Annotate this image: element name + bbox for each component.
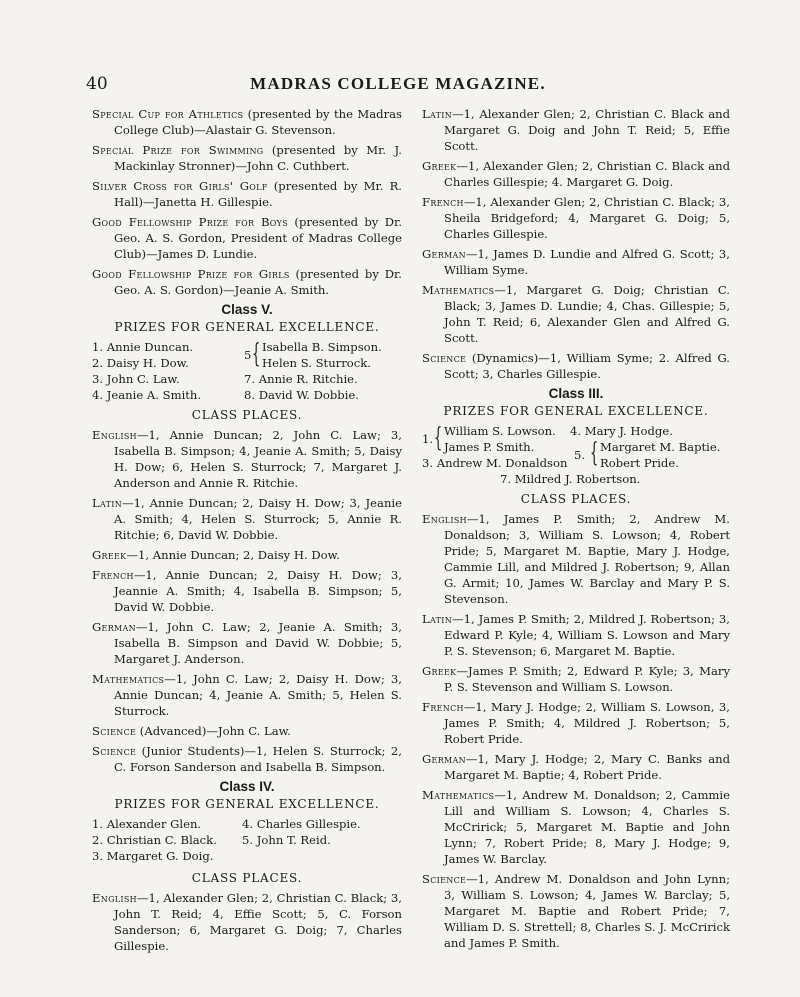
class-iv-general-excellence xyxy=(92,816,402,864)
prize-entry: Margaret M. Baptie. xyxy=(600,440,721,454)
subject-places: Latin—1, Annie Duncan; 2, Daisy H. Dow; 3, Jeanie A. Smith; 4, Helen S. Sturrock; 5, Annie R. Ritchie; 6, David W. Dobbie. xyxy=(92,496,402,542)
prize-entry: 2. Daisy H. Dow. xyxy=(92,356,189,370)
prize-entry: 3. Margaret G. Doig. xyxy=(92,849,214,863)
prize-entry: 8. David W. Dobbie. xyxy=(244,388,359,402)
special-prize: Special Cup for Athletics (presented by the Madras College Club)—Alastair G. Stevenson. xyxy=(92,107,402,137)
brace-icon: { xyxy=(434,423,443,453)
subject-places: Science (Dynamics)—1, William Syme; 2. Alfred G. Scott; 3, Charles Gillespie. xyxy=(422,351,730,381)
special-prize: Good Fellowship Prize for Girls (presented by Dr. Geo. A. S. Gordon)—Jeanie A. Smith. xyxy=(92,267,402,297)
subject-places: German—1, Mary J. Hodge; 2, Mary C. Banks and Margaret M. Baptie; 4, Robert Pride. xyxy=(422,752,730,782)
class-places-heading: CLASS PLACES. xyxy=(191,408,303,422)
subject-places: Latin—1, James P. Smith; 2, Mildred J. Robertson; 3, Edward P. Kyle; 4, William S. Lowson and Mary P. S. Stevenson; 6, Margaret M. Baptie. xyxy=(422,612,730,658)
subject-places: French—1, Annie Duncan; 2, Daisy H. Dow; 3, Jeannie A. Smith; 4, Isabella B. Simpson; 5, David W. Dobbie. xyxy=(92,568,402,614)
prize-number: 1. xyxy=(422,432,434,446)
prize-entry: Isabella B. Simpson. xyxy=(262,340,382,354)
prize-entry: 7. Annie R. Ritchie. xyxy=(244,372,358,386)
prize-entry: 3. John C. Law. xyxy=(92,372,180,386)
subject-places: French—1, Mary J. Hodge; 2, William S. Lowson, 3, James P. Smith; 4, Mildred J. Robertson; 5, Robert Pride. xyxy=(422,700,730,746)
general-excellence-heading: PRIZES FOR GENERAL EXCELLENCE. xyxy=(114,797,380,811)
page-title: MADRAS COLLEGE MAGAZINE. xyxy=(250,74,546,93)
prize-number: 5 xyxy=(244,348,252,362)
subject-places: English—1, Annie Duncan; 2, John C. Law; 3, Isabella B. Simpson; 4, Jeanie A. Smith; 5, Daisy H. Dow; 6, Helen S. Sturrock; 7, Margaret J. Anderson and Annie R. Ritchie. xyxy=(92,428,402,490)
prize-entry: James P. Smith. xyxy=(444,440,535,454)
prize-number: 5. xyxy=(574,448,586,462)
prize-entry: 1. Alexander Glen. xyxy=(92,817,202,831)
prize-entry: 7. Mildred J. Robertson. xyxy=(500,472,641,486)
prize-entry: Helen S. Sturrock. xyxy=(262,356,371,370)
class-v-general-excellence xyxy=(92,339,402,403)
subject-places: French—1, Alexander Glen; 2, Christian C. Black; 3, Sheila Bridgeford; 4, Margaret G. Doig; 5, Charles Gillespie. xyxy=(422,195,730,241)
brace-icon: { xyxy=(590,438,599,468)
prize-entry: 3. Andrew M. Donaldson xyxy=(422,456,568,470)
brace-icon: { xyxy=(252,339,261,369)
special-prize: Silver Cross for Girls' Golf (presented by Mr. R. Hall)—Janetta H. Gillespie. xyxy=(92,179,402,209)
class-iii-heading: Class III. xyxy=(548,386,604,401)
page-header xyxy=(86,74,720,94)
subject-places: Science (Advanced)—John C. Law. xyxy=(92,724,291,738)
subject-places: Mathematics—1, Andrew M. Donaldson; 2, Cammie Lill and William S. Lowson; 4, Charles S. McCririck; 5, Margaret M. Baptie and John Lynn; 7, Robert Pride; 8, Mary J. Hodge; 9, James W. Barclay. xyxy=(422,788,730,866)
class-places-heading: CLASS PLACES. xyxy=(191,871,303,885)
prize-entry: 4. Charles Gillespie. xyxy=(242,817,361,831)
special-prize: Good Fellowship Prize for Boys (presented by Dr. Geo. A. S. Gordon, President of Madras College Club)—James D. Lundie. xyxy=(92,215,403,261)
prize-entry: Robert Pride. xyxy=(600,456,679,470)
page-number: 40 xyxy=(86,74,108,94)
special-prize: Special Prize for Swimming (presented by Mr. J. Mackinlay Stronner)—John C. Cuthbert. xyxy=(92,143,402,173)
left-column xyxy=(92,106,402,958)
subject-places: English—1, James P. Smith; 2, Andrew M. Donaldson; 3, William S. Lowson; 4, Robert Pride; 5, Margaret M. Baptie, Mary J. Hodge, Cammie Lill, and Mildred J. Robertson; 9, Allan G. Armit; 10, James W. Barclay and Mary P. S. Stevenson. xyxy=(422,512,730,606)
subject-places: Science (Junior Students)—1, Helen S. Sturrock; 2, C. Forson Sanderson and Isabella B. Simpson. xyxy=(92,744,402,774)
subject-places: Science—1, Andrew M. Donaldson and John Lynn; 3, William S. Lowson; 4, James W. Barclay; 5, Margaret M. Baptie and Robert Pride; 7, William D. S. Strettell; 8, Charles S. J. McCririck and James P. Smith. xyxy=(422,872,730,950)
subject-places: Greek—1, Annie Duncan; 2, Daisy H. Dow. xyxy=(92,548,340,562)
subject-places: Mathematics—1, John C. Law; 2, Daisy H. Dow; 3, Annie Duncan; 4, Jeanie A. Smith; 5, Helen S. Sturrock. xyxy=(92,672,402,718)
subject-places: German—1, James D. Lundie and Alfred G. Scott; 3, William Syme. xyxy=(422,247,730,277)
prize-entry: 2. Christian C. Black. xyxy=(92,833,217,847)
class-iv-heading: Class IV. xyxy=(219,779,275,794)
prize-entry: 4. Mary J. Hodge. xyxy=(570,424,673,438)
subject-places: Mathematics—1, Margaret G. Doig; Christian C. Black; 3, James D. Lundie; 4, Chas. Gillespie; 5, John T. Reid; 6, Alexander Glen and Alfred G. Scott. xyxy=(422,283,730,345)
general-excellence-heading: PRIZES FOR GENERAL EXCELLENCE. xyxy=(443,404,709,418)
class-v-heading: Class V. xyxy=(221,302,273,317)
subject-places: Latin—1, Alexander Glen; 2, Christian C. Black and Margaret G. Doig and John T. Reid; 5, Effie Scott. xyxy=(422,107,730,153)
prize-entry: William S. Lowson. xyxy=(444,424,556,438)
class-iii-general-excellence xyxy=(422,423,730,487)
subject-places: Greek—James P. Smith; 2, Edward P. Kyle; 3, Mary P. S. Stevenson and William S. Lowson. xyxy=(422,664,730,694)
class-places-heading: CLASS PLACES. xyxy=(520,492,632,506)
right-column xyxy=(422,106,730,955)
prize-entry: 5. John T. Reid. xyxy=(242,833,331,847)
prize-entry: 4. Jeanie A. Smith. xyxy=(92,388,202,402)
general-excellence-heading: PRIZES FOR GENERAL EXCELLENCE. xyxy=(114,320,380,334)
subject-places: German—1, John C. Law; 2, Jeanie A. Smith; 3, Isabella B. Simpson and David W. Dobbie; 5, Margaret J. Anderson. xyxy=(92,620,402,666)
subject-places: Greek—1, Alexander Glen; 2, Christian C. Black and Charles Gillespie; 4. Margaret G. Doig. xyxy=(422,159,730,189)
prize-entry: 1. Annie Duncan. xyxy=(92,340,194,354)
subject-places: English—1, Alexander Glen; 2, Christian C. Black; 3, John T. Reid; 4, Effie Scott; 5, C. Forson Sanderson; 6, Margaret G. Doig; 7, Charles Gillespie. xyxy=(92,891,402,953)
